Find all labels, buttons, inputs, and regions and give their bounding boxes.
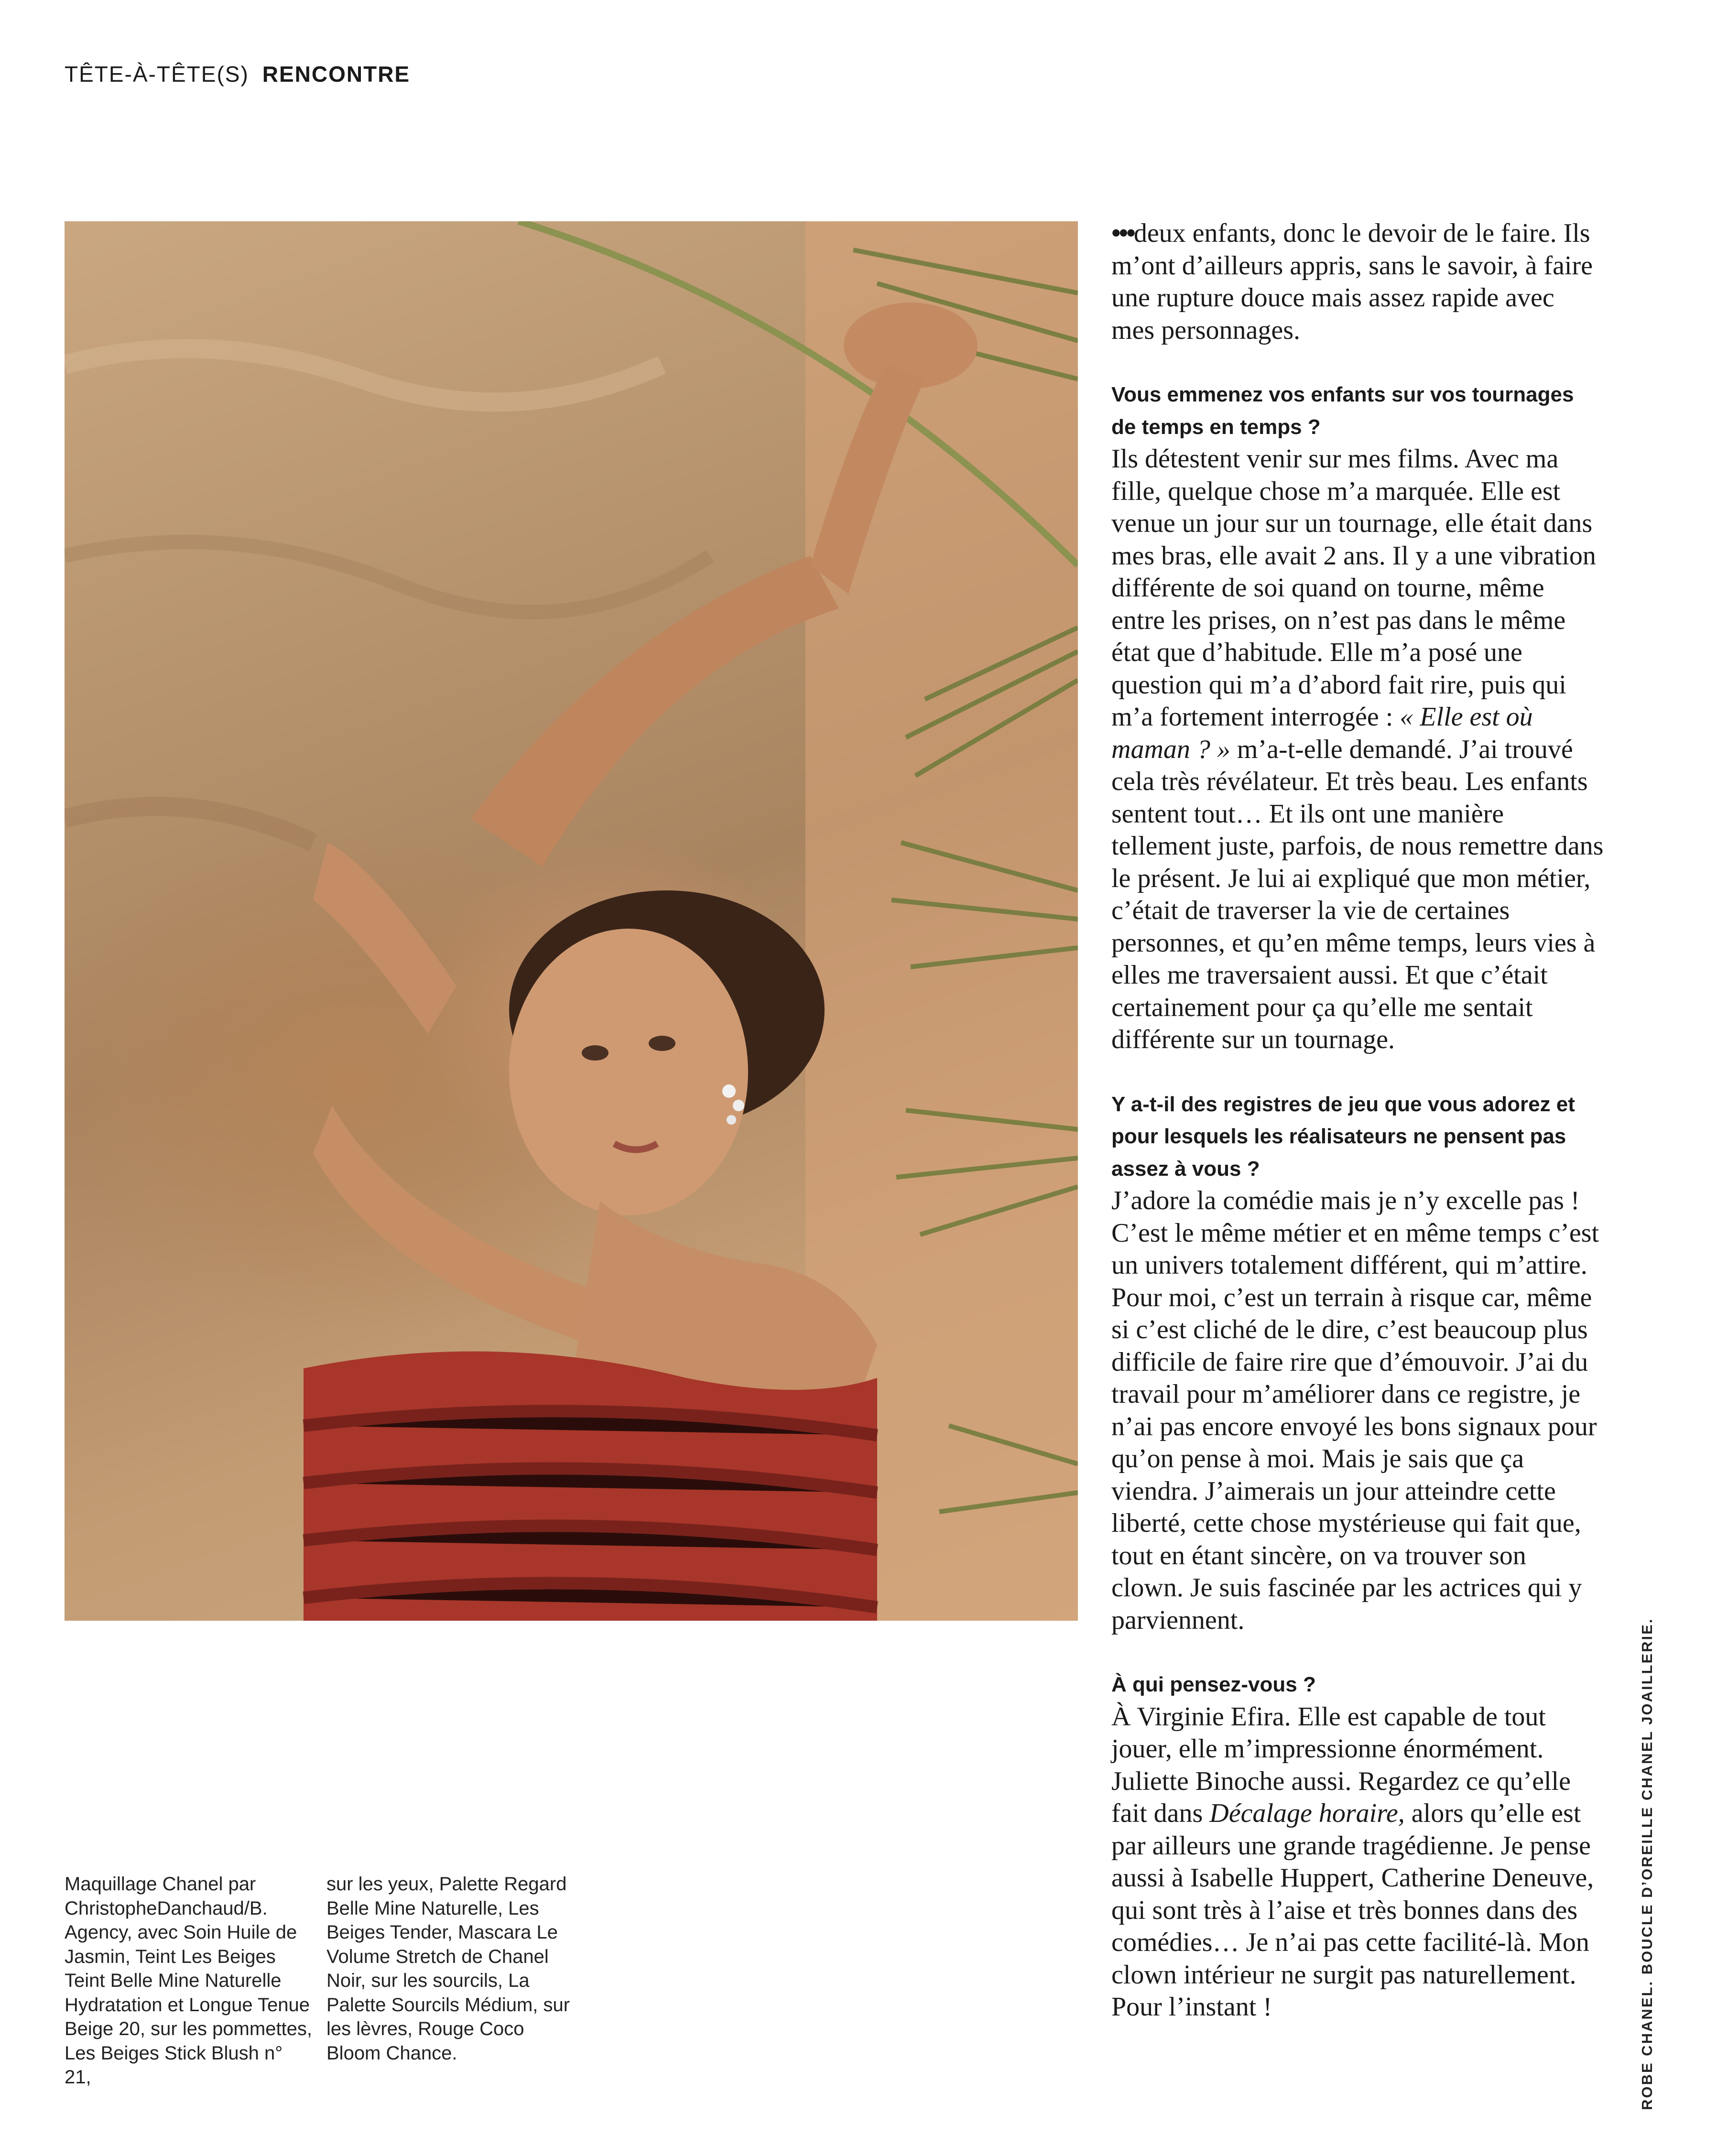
header-section: RENCONTRE (262, 62, 411, 87)
answer-3-end: alors qu’elle est par ailleurs une grande tragédienne. Je pense aussi à Isabelle Huppert, Catherine Deneuve, qui sont très à l’aise et très bonnes dans des comédies… Je n’ai pas cette facilité-là. Mon clown intérieur ne surgit pas naturellement. Pour l’instant ! (1111, 1798, 1594, 2022)
article-column (1111, 217, 1604, 2024)
answer-2: J’adore la comédie mais je n’y excelle pas ! C’est le même métier et en même temps c’est un univers totalement différent, qui m’attire. Pour moi, c’est un terrain à risque car, même si c’est cliché de le dire, c’est beaucoup plus difficile de faire rire que d’émouvoir. J’ai du travail pour m’améliorer dans ce registre, je n’ai pas encore envoyé les bons signaux pour qu’on pense à moi. Mais je sais que ça viendra. J’aimerais un jour atteindre cette liberté, cette chose mystérieuse qui fait que, tout en étant sincère, on va trouver son clown. Je suis fascinée par les actrices qui y parviennent. (1111, 1186, 1599, 1635)
answer-3-title: Décalage horaire, (1209, 1798, 1405, 1828)
question-2: Y a-t-il des registres de jeu que vous adorez et pour lesquels les réalisateurs ne pensent pas assez à vous ? (1111, 1092, 1575, 1181)
portrait-photo (65, 221, 1078, 1621)
fashion-credit: ROBE CHANEL. BOUCLE D’OREILLE CHANEL JOAILLERIE. (1639, 1617, 1655, 2110)
answer-1-start: Ils détestent venir sur mes films. Avec ma fille, quelque chose m’a marquée. Elle est venue un jour sur un tournage, elle était dans mes bras, elle avait 2 ans. Il y a une vibration différente de soi quand on tourne, même entre les prises, on n’est pas dans le même état que d’habitude. Elle m’a posé une question qui m’a d’abord fait rire, puis qui m’a fortement interrogée : (1111, 444, 1596, 732)
article-paragraph-1: ••• deux enfants, donc le devoir de le faire. Ils m’ont d’ailleurs appris, sans le savoir, à faire une rupture douce mais assez rapide avec mes personnages. (1111, 217, 1604, 347)
answer-3-start: À Virginie Efira. Elle est capable de tout jouer, elle m’impressionne énormément. Juliette Binoche aussi. Regardez ce qu’elle fait dans (1111, 1701, 1571, 1828)
answer-3 (1111, 1701, 1604, 2024)
answer-1-end: m’a-t-elle demandé. J’ai trouvé cela très révélateur. Et très beau. Les enfants sentent tout… Et ils ont une manière tellement juste, parfois, de nous remettre dans le présent. Je lui ai expliqué que mon métier, c’était de traverser la vie de certaines personnes, et qu’en même temps, leurs vies à elles me traversaient aussi. Et que c’était certainement pour ça qu’elle me sentait différente sur un tournage. (1111, 734, 1604, 1054)
makeup-caption-col1: Maquillage Chanel par ChristopheDanchaud/B. Agency, avec Soin Huile de Jasmin, Teint Les Beiges Teint Belle Mine Naturelle Hydratation et Longue Tenue Beige 20, sur les pommettes, Les Beiges Stick Blush n° 21, (65, 1874, 313, 2088)
question-3: À qui pensez-vous ? (1111, 1673, 1316, 1696)
page-header (65, 61, 410, 87)
photo-illustration (65, 221, 1078, 1621)
answer-1 (1111, 443, 1604, 1056)
question-1: Vous emmenez vos enfants sur vos tournages de temps en temps ? (1111, 383, 1574, 439)
makeup-caption-col2: sur les yeux, Palette Regard Belle Mine Naturelle, Les Beiges Tender, Mascara Le Volume Stretch de Chanel Noir, sur les sourcils, La Palette Sourcils Médium, sur les lèvres, Rouge Coco Bloom Chance. (326, 1874, 570, 2064)
answer-1-quote: « Elle est où maman ? » (1111, 702, 1533, 764)
header-title: TÊTE-À-TÊTE(S) (65, 62, 249, 87)
